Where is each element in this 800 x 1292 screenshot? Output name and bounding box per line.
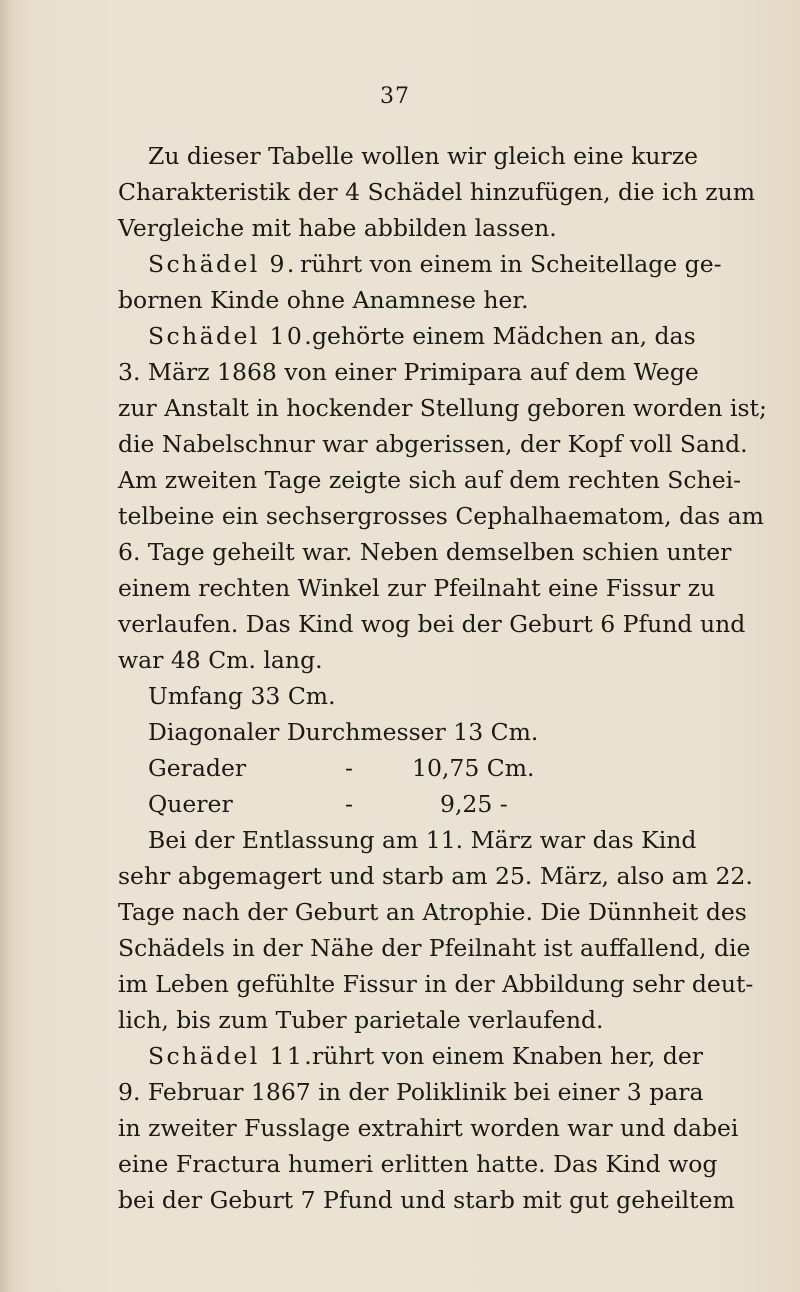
text-line: rührt von einem Knaben her, der <box>312 1042 703 1070</box>
text-line: rührt von einem in Scheitellage ge- <box>300 250 722 278</box>
measure-dash: - <box>345 790 353 818</box>
text-line: Tage nach der Geburt an Atrophie. Die Dünnheit des <box>118 898 747 926</box>
skull-heading-9: Schädel 9. <box>148 250 297 278</box>
text-line: 9. Februar 1867 in der Poliklinik bei einer 3 para <box>118 1078 704 1106</box>
text-line: Vergleiche mit habe abbilden lassen. <box>118 214 557 242</box>
text-line: war 48 Cm. lang. <box>118 646 323 674</box>
text-line: Zu dieser Tabelle wollen wir gleich eine kurze <box>148 142 699 170</box>
text-line: die Nabelschnur war abgerissen, der Kopf voll Sand. <box>118 430 748 458</box>
text-line: bornen Kinde ohne Anamnese her. <box>118 286 529 314</box>
skull-heading-11: Schädel 11. <box>148 1042 315 1070</box>
measure-label: Querer <box>148 790 233 818</box>
measure-diagonal: Diagonaler Durchmesser 13 Cm. <box>148 718 539 746</box>
text-line: Am zweiten Tage zeigte sich auf dem rechten Schei- <box>118 466 742 494</box>
page-number: 37 <box>380 84 410 109</box>
text-line: Bei der Entlassung am 11. März war das Kind <box>148 826 697 854</box>
text-line: im Leben gefühlte Fissur in der Abbildung sehr deut- <box>118 970 754 998</box>
text-line: in zweiter Fusslage extrahirt worden war und dabei <box>118 1114 739 1142</box>
text-line: zur Anstalt in hockender Stellung geboren worden ist; <box>118 394 767 422</box>
text-line: bei der Geburt 7 Pfund und starb mit gut geheiltem <box>118 1186 735 1214</box>
text-line: telbeine ein sechsergrosses Cephalhaematom, das am <box>118 502 764 530</box>
text-line: eine Fractura humeri erlitten hatte. Das Kind wog <box>118 1150 718 1178</box>
text-line: gehörte einem Mädchen an, das <box>312 322 696 350</box>
text-line: verlaufen. Das Kind wog bei der Geburt 6 Pfund und <box>118 610 746 638</box>
skull-heading-10: Schädel 10. <box>148 322 315 350</box>
text-line: lich, bis zum Tuber parietale verlaufend. <box>118 1006 604 1034</box>
text-line: sehr abgemagert und starb am 25. März, also am 22. <box>118 862 753 890</box>
text-line: Charakteristik der 4 Schädel hinzufügen, die ich zum <box>118 178 756 206</box>
text-line: 3. März 1868 von einer Primipara auf dem Wege <box>118 358 699 386</box>
measure-value: 9,25 - <box>440 790 508 818</box>
page-gutter <box>0 0 14 1292</box>
measure-umfang: Umfang 33 Cm. <box>148 682 336 710</box>
text-line: Schädels in der Nähe der Pfeilnaht ist auffallend, die <box>118 934 751 962</box>
text-line: 6. Tage geheilt war. Neben demselben schien unter <box>118 538 732 566</box>
measure-value: 10,75 Cm. <box>412 754 535 782</box>
measure-dash: - <box>345 754 353 782</box>
measure-label: Gerader <box>148 754 247 782</box>
text-line: einem rechten Winkel zur Pfeilnaht eine Fissur zu <box>118 574 716 602</box>
